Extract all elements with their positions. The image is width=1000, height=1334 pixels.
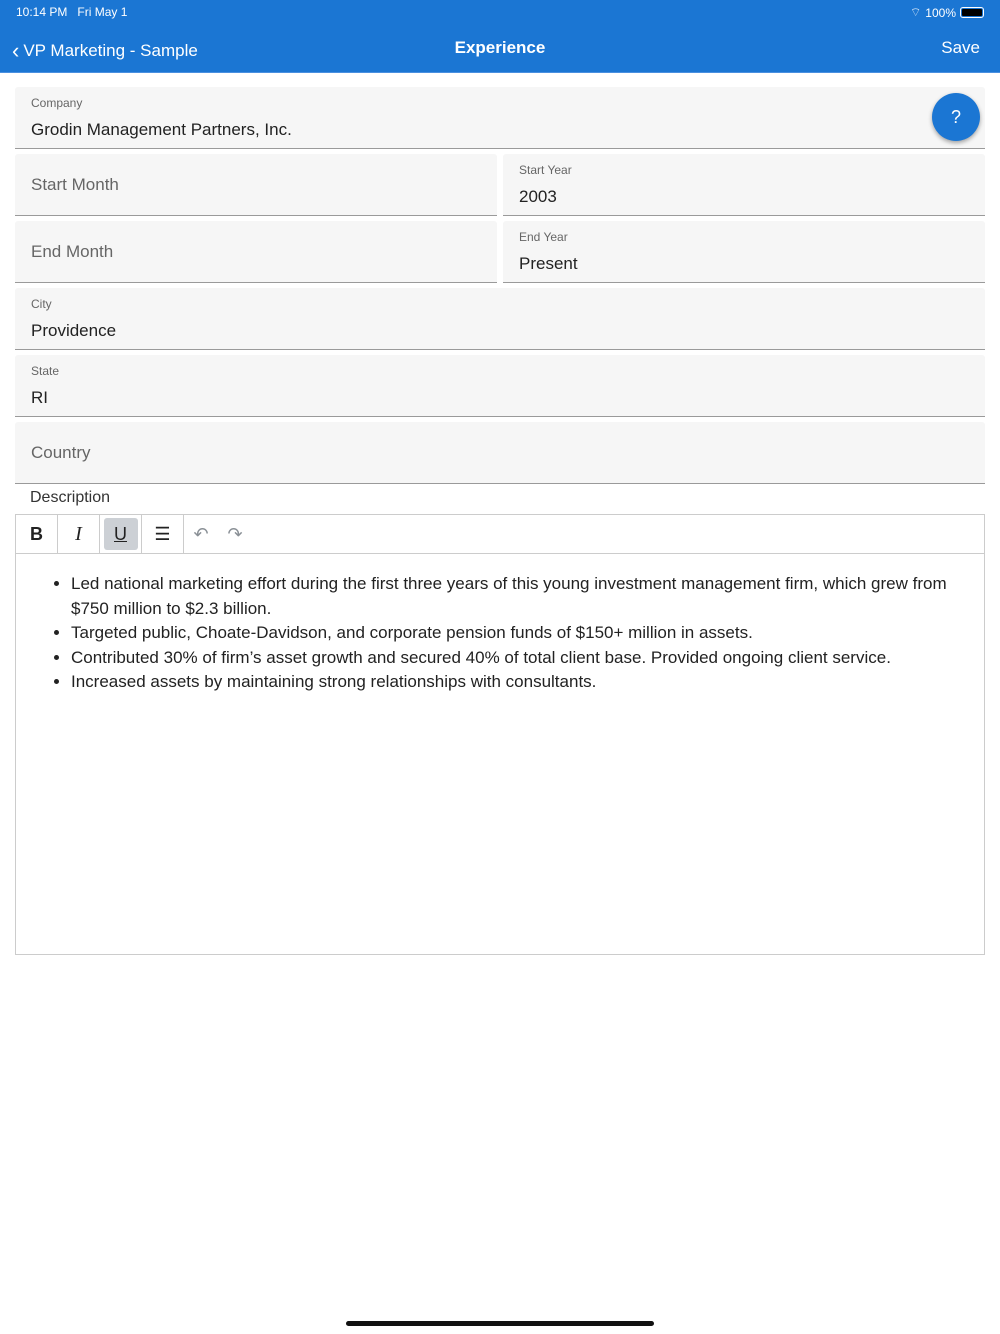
city-label: City	[31, 297, 52, 311]
undo-button[interactable]	[184, 515, 218, 553]
city-field[interactable]	[15, 288, 985, 350]
wifi-icon: ⌔	[910, 5, 922, 19]
list-item: • Contributed 30% of firm’s asset growth and secured 40% of total client base. Provided ongoing client service.	[71, 646, 954, 671]
save-button[interactable]: Save	[941, 38, 980, 57]
chevron-left-icon: ‹	[12, 38, 20, 63]
list-item: • Increased assets by maintaining strong relationships with consultants.	[71, 670, 954, 695]
italic-button[interactable]	[58, 515, 100, 553]
company-label: Company	[31, 96, 83, 110]
help-button[interactable]: ?	[932, 93, 980, 141]
state-label: State	[31, 364, 60, 378]
start-month-placeholder: Start Month	[31, 175, 119, 194]
end-month-field[interactable]	[15, 221, 497, 283]
start-year-field[interactable]	[503, 154, 985, 216]
end-year-field[interactable]	[503, 221, 985, 283]
description-label: Description	[30, 489, 111, 506]
redo-icon: ↷	[227, 523, 243, 544]
list-item: • Targeted public, Choate-Davidson, and corporate pension funds of $150+ million in assets.	[71, 621, 954, 646]
editor-toolbar	[16, 515, 984, 554]
redo-button[interactable]	[218, 515, 252, 553]
country-field[interactable]	[15, 422, 985, 484]
undo-icon: ↶	[193, 523, 209, 544]
nav-bar	[0, 0, 1000, 73]
battery-icon	[960, 7, 984, 18]
underline-icon: U	[114, 523, 127, 544]
description-editor[interactable]	[15, 514, 985, 955]
list-item: • Led national marketing effort during the first three years of this young investment management firm, which grew from $750 million to $2.3 billion.	[71, 572, 954, 621]
italic-icon: I	[75, 522, 82, 545]
bullet-list-button[interactable]	[142, 515, 184, 553]
bold-icon: B	[30, 523, 43, 544]
back-label: VP Marketing - Sample	[23, 41, 198, 60]
company-field[interactable]	[15, 87, 985, 149]
city-value: Providence	[31, 321, 117, 340]
status-time: 10:14 PM Fri May 1	[16, 5, 128, 19]
state-value: RI	[31, 388, 48, 407]
end-month-placeholder: End Month	[31, 242, 114, 261]
start-year-label: Start Year	[519, 163, 572, 177]
page-title: Experience	[454, 38, 546, 57]
start-year-value: 2003	[519, 187, 557, 206]
start-month-field[interactable]	[15, 154, 497, 216]
status-right: ⌔ 100%	[910, 5, 984, 20]
underline-button[interactable]	[100, 515, 142, 553]
home-indicator	[346, 1321, 654, 1326]
end-year-label: End Year	[519, 230, 568, 244]
list-icon: ☰	[154, 523, 171, 544]
description-content[interactable]	[16, 554, 984, 695]
end-year-value: Present	[519, 254, 578, 273]
state-field[interactable]	[15, 355, 985, 417]
country-placeholder: Country	[31, 443, 91, 462]
company-value: Grodin Management Partners, Inc.	[31, 120, 292, 139]
bold-button[interactable]	[16, 515, 58, 553]
